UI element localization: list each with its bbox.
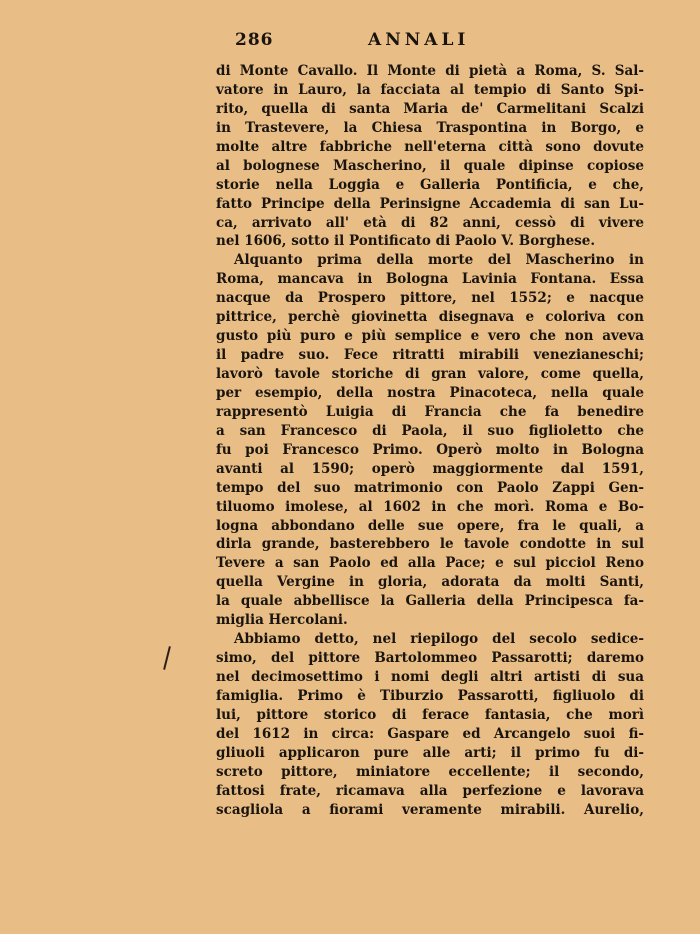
text-line: gusto più puro e più semplice e vero che non aveva (216, 328, 644, 345)
text-line: il padre suo. Fece ritratti mirabili venezianeschi; (216, 347, 644, 364)
text-line: del 1612 in circa: Gaspare ed Arcangelo suoi fi- (216, 725, 644, 742)
text-line: di Monte Cavallo. Il Monte di pietà a Roma, S. Sal- (216, 63, 644, 79)
margin-pencil-mark (163, 646, 171, 670)
text-line: dirla grande, basterebbero le tavole condotte in sul (216, 536, 644, 553)
text-line: ca, arrivato all' età di 82 anni, cessò di vivere (216, 214, 644, 231)
text-line: Alquanto prima della morte del Mascherino in (234, 252, 644, 269)
text-line: nacque da Prospero pittore, nel 1552; e nacque (216, 290, 644, 307)
text-line: Tevere a san Paolo ed alla Pace; e sul picciol Reno (216, 555, 644, 572)
text-line: pittrice, perchè giovinetta disegnava e coloriva con (216, 309, 644, 326)
text-line: famiglia. Primo è Tiburzio Passarotti, figliuolo di (216, 687, 644, 704)
text-line: gliuoli applicaron pure alle arti; il primo fu di- (216, 744, 644, 761)
running-title: ANNALI (368, 30, 470, 50)
text-line: rappresentò Luigia di Francia che fa benedire (216, 403, 644, 420)
text-line: logna abbondano delle sue opere, fra le quali, a (216, 517, 644, 534)
text-line: al bolognese Mascherino, il quale dipinse copiose (216, 157, 644, 174)
text-line: la quale abbellisce la Galleria della Principesca fa- (216, 593, 644, 610)
text-line: miglia Hercolani. (216, 612, 348, 629)
text-line: scagliola a fiorami veramente mirabili. Aurelio, (216, 801, 644, 818)
text-line: rito, quella di santa Maria de' Carmelitani Scalzi (216, 100, 644, 117)
text-line: screto pittore, miniatore eccellente; il secondo, (216, 763, 644, 780)
text-line: molte altre fabbriche nell'eterna città sono dovute (216, 138, 644, 155)
page-header (235, 30, 545, 54)
page-number: 286 (235, 30, 274, 50)
text-line: tempo del suo matrimonio con Paolo Zappi Gen- (216, 479, 644, 496)
text-line: quella Vergine in gloria, adorata da molti Santi, (216, 574, 644, 591)
text-line: Abbiamo detto, nel riepilogo del secolo sedice- (234, 631, 644, 648)
text-line: avanti al 1590; operò maggiormente dal 1591, (216, 460, 644, 477)
text-line: fu poi Francesco Primo. Operò molto in Bologna (216, 441, 644, 458)
text-line: storie nella Loggia e Galleria Pontificia, e che, (216, 176, 644, 193)
text-line: vatore in Lauro, la facciata al tempio di Santo Spi- (216, 81, 644, 98)
text-line: fattosi frate, ricamava alla perfezione e lavorava (216, 782, 644, 799)
text-line: a san Francesco di Paola, il suo figlioletto che (216, 422, 644, 439)
text-line: fatto Principe della Perinsigne Accademia di san Lu- (216, 195, 644, 212)
text-line: per esempio, della nostra Pinacoteca, nella quale (216, 384, 644, 401)
text-line: nel decimosettimo i nomi degli altri artisti di sua (216, 669, 644, 685)
text-line: Roma, mancava in Bologna Lavinia Fontana. Essa (216, 271, 644, 288)
text-line: lui, pittore storico di ferace fantasia, che morì (216, 706, 644, 723)
text-line: lavorò tavole storiche di gran valore, come quella, (216, 366, 644, 382)
text-line: tiluomo imolese, al 1602 in che morì. Roma e Bo- (216, 498, 644, 515)
body-text (216, 62, 644, 820)
text-line: simo, del pittore Bartolommeo Passarotti; daremo (216, 650, 644, 667)
text-line: in Trastevere, la Chiesa Traspontina in Borgo, e (216, 119, 644, 136)
text-line: nel 1606, sotto il Pontificato di Paolo V. Borghese. (216, 233, 596, 250)
